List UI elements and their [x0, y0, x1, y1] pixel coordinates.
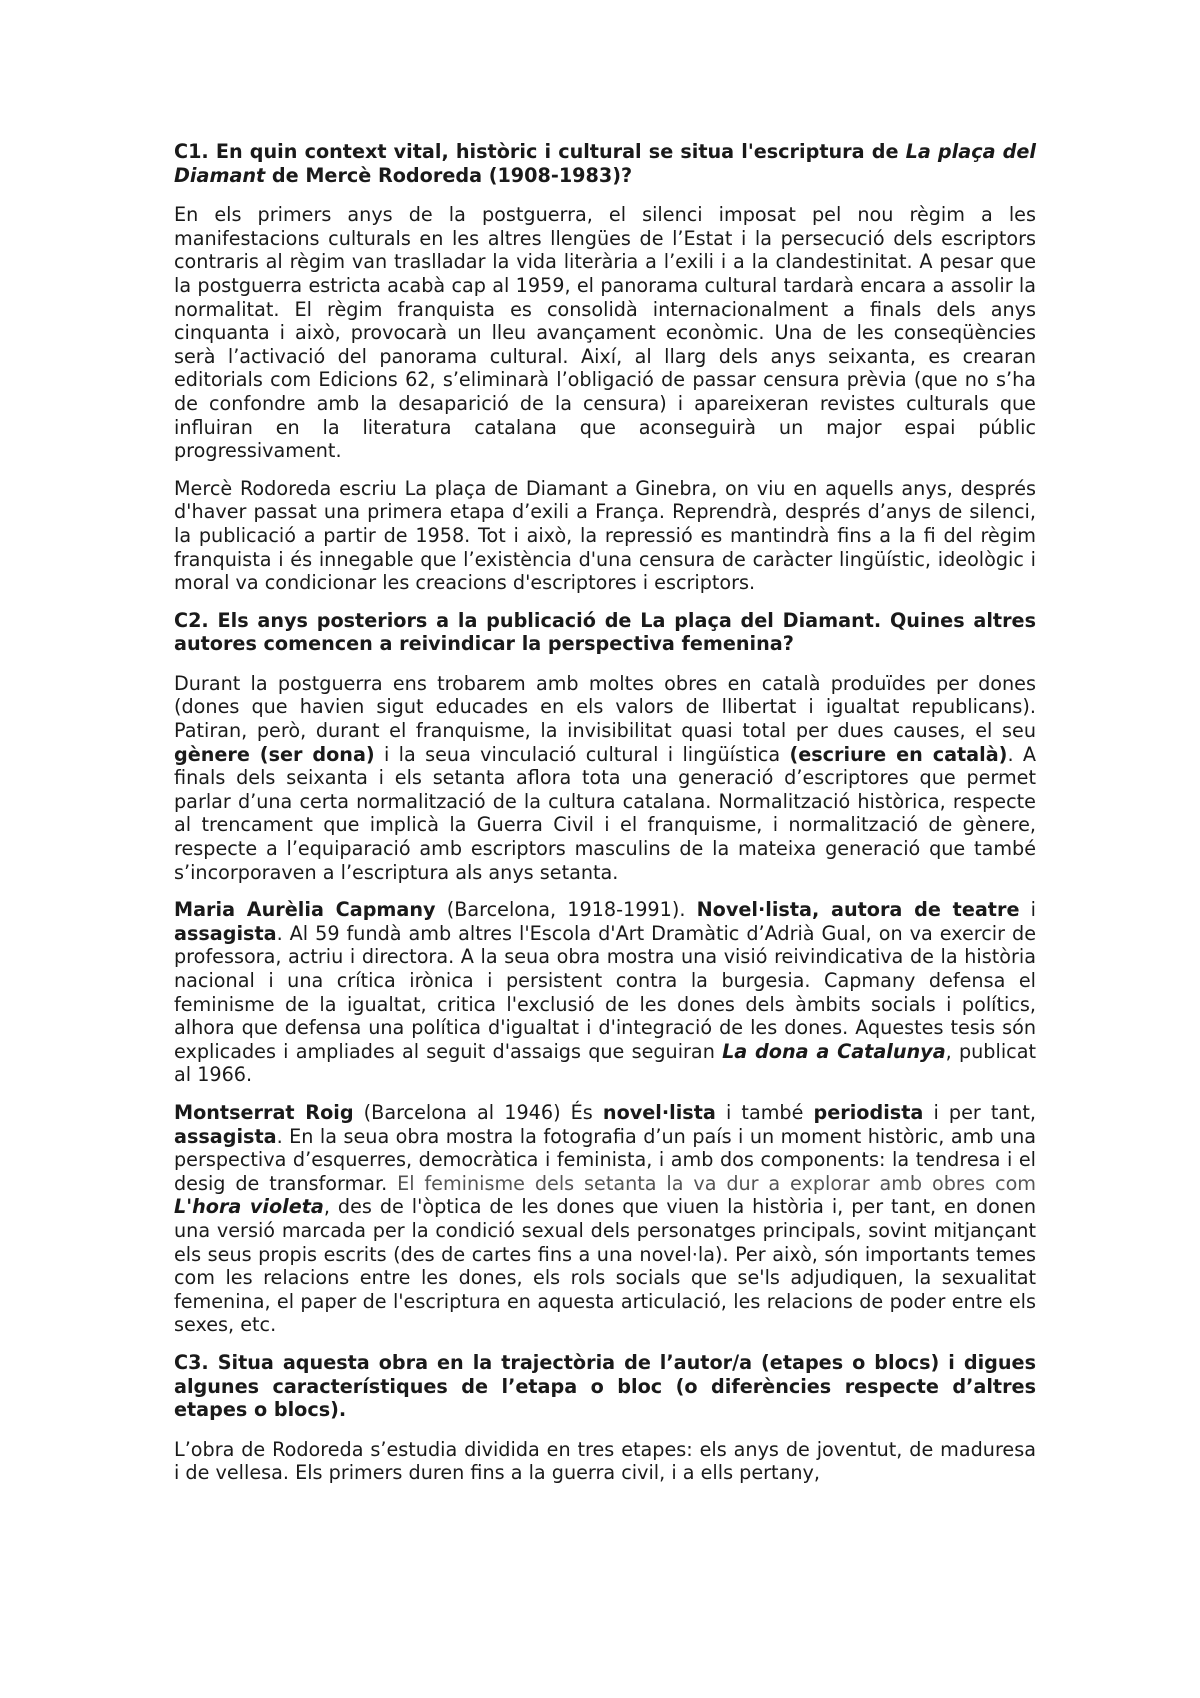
question-c2: C2. Els anys posteriors a la publicació de La plaça del Diamant. Quines altres autores comencen a reivindicar la perspectiva femenina? — [174, 608, 1036, 656]
emphasis-essayist: assagista — [174, 1124, 277, 1148]
paragraph-rodoreda-stages: L’obra de Rodoreda s’estudia dividida en tres etapes: els anys de joventut, de maduresa i de vellesa. Els primers duren fins a la guerra civil, i a ells pertany, — [174, 1437, 1036, 1485]
paragraph-capmany — [174, 898, 1036, 1087]
question-c1-book-title: La plaça del Diamant — [174, 140, 1036, 187]
text-run: i també — [715, 1100, 814, 1124]
question-c1-text: C1. En quin context vital, històric i cultural se situa l'escriptura de — [174, 140, 906, 163]
text-run: i per tant, — [923, 1100, 1036, 1124]
emphasis-journalist: periodista — [813, 1100, 924, 1124]
text-run: , publicat al 1966. — [174, 1039, 1036, 1087]
question-c3: C3. Situa aquesta obra en la trajectòria de l’autor/a (etapes o blocs) i digues algunes característiques de l’etapa o bloc (o diferències respecte d’altres etapes o blocs). — [174, 1350, 1036, 1422]
text-run: i la seua vinculació cultural i lingüística — [374, 742, 790, 766]
emphasis-essayist: assagista — [174, 921, 277, 945]
text-run: (Barcelona al 1946) És — [353, 1100, 603, 1124]
question-c1-text-end: de Mercè Rodoreda (1908-1983)? — [265, 163, 633, 187]
text-run: . A finals dels seixanta i els setanta aflora tota una generació d’escriptores que permet parlar d’una certa normalització de la cultura catalana. Normalització històrica, respecte al trencament que implicà la Guerra Civil i el franquisme, i normalització de gènere, respecte a l’equiparació amb escriptors masculins de la mateixa generació que també s’incorporaven a l’escriptura als anys setanta. — [174, 742, 1036, 884]
paragraph-rodoreda-exile: Mercè Rodoreda escriu La plaça de Diamant a Ginebra, on viu en aquells anys, després d'haver passat una primera etapa d’exili a França. Reprendrà, després d’anys de silenci, la publicació a partir de 1958. Tot i això, la repressió es mantindrà fins a la fi del règim franquista i és innegable que l’existència d'una censura de caràcter lingüístic, ideològic i moral va condicionar les creacions d'escriptores i escriptors. — [174, 476, 1036, 595]
author-name-capmany: Maria Aurèlia Capmany — [174, 898, 436, 922]
book-title-lhora-violeta: L'hora violeta — [174, 1195, 324, 1219]
author-name-roig: Montserrat Roig — [174, 1100, 354, 1124]
text-run: Durant la postguerra ens trobarem amb moltes obres en català produïdes per dones (dones que havien sigut educades en els valors de llibertat i igualtat republicans). Patiran, però, durant el franquisme, la invisibilitat quasi total per dues causes, el seu — [174, 671, 1036, 743]
emphasis-gender: gènere (ser dona) — [174, 742, 375, 766]
text-run-gray: El feminisme dels setanta la va dur a explorar amb obres com — [397, 1171, 1036, 1195]
text-run: . Al 59 fundà amb altres l'Escola d'Art Dramàtic d’Adrià Gual, on va exercir de professora, actriu i directora. A la seua obra mostra una visió reivindicativa de la història nacional i una crítica irònica i persistent contra la burgesia. Capmany defensa el feminisme de la igualtat, critica l'exclusió de les dones dels àmbits socials i polítics, alhora que defensa una política d'igualtat i d'integració de les dones. Aquestes tesis són explicades i ampliades al seguit d'assaigs que seguiran — [174, 921, 1036, 1063]
text-run: , des de l'òptica de les dones que viuen la història i, per tant, en donen una versió marcada per la condició sexual dels personatges principals, sovint mitjançant els seus propis escrits (des de cartes fins a una novel·la). Per això, són importants temes com les relacions entre les dones, els rols socials que se'ls adjudiquen, la sexualitat femenina, el paper de l'escriptura en aquesta articulació, les relacions de poder entre els sexes, etc. — [174, 1195, 1037, 1337]
document-page — [174, 140, 1036, 1499]
emphasis-novelist: novel·lista — [602, 1100, 716, 1124]
text-run: i — [1019, 898, 1036, 922]
paragraph-women-writers — [174, 672, 1036, 884]
emphasis-roles: Novel·lista, autora de teatre — [696, 898, 1020, 922]
emphasis-language: (escriure en català) — [789, 742, 1008, 766]
text-run: . En la seua obra mostra la fotografia d’un país i un moment històric, amb una perspectiva d’esquerres, democràtica i feminista, i amb dos components: la tendresa i el desig de transformar. — [174, 1124, 1036, 1195]
book-title-la-dona-a-catalunya: La dona a Catalunya — [722, 1039, 946, 1063]
paragraph-postwar-context: En els primers anys de la postguerra, el silenci imposat pel nou règim a les manifestacions culturals en les altres llengües de l’Estat i la persecució dels escriptors contraris al règim van traslladar la vida literària a l’exili i a la clandestinitat. A pesar que la postguerra estricta acabà cap al 1959, el panorama cultural tardarà encara a assolir la normalitat. El règim franquista es consolidà internacionalment a finals dels anys cinquanta i això, provocarà un lleu avançament econòmic. Una de les conseqüències serà l’activació del panorama cultural. Així, al llarg dels anys seixanta, es crearan editorials com Edicions 62, s’eliminarà l’obligació de passar censura prèvia (que no s’ha de confondre amb la desaparició de la censura) i apareixeran revistes culturals que influiran en la literatura catalana que aconseguirà un major espai públic progressivament. — [174, 203, 1036, 463]
text-run: (Barcelona, 1918-1991). — [435, 898, 697, 922]
paragraph-roig — [174, 1101, 1036, 1337]
question-c1 — [174, 140, 1036, 187]
